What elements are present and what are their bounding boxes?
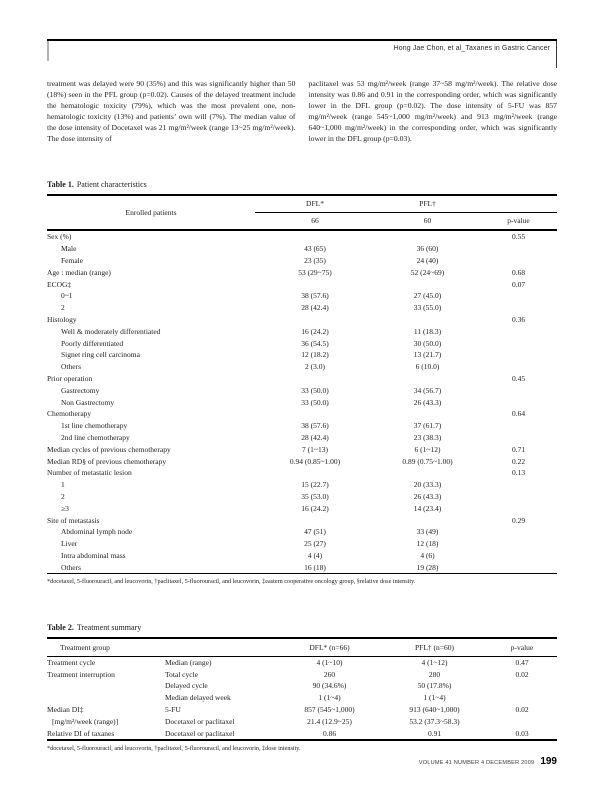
table1-title xyxy=(47,180,147,189)
pfl-value: 33 (55.0) xyxy=(413,303,442,313)
row-label: Male xyxy=(61,244,77,254)
table2-title-label: Table 2. xyxy=(47,623,74,632)
table1-header-pfl: PFL† xyxy=(375,196,480,213)
table2-title xyxy=(47,623,141,632)
p-value: 0.36 xyxy=(511,314,526,324)
table-row xyxy=(47,692,557,704)
dfl-value: 38 (57.6) xyxy=(301,421,329,431)
row-sub-label: Median delayed week xyxy=(165,693,231,703)
row-group-label: Treatment cycle xyxy=(47,657,96,667)
p-value: 0.45 xyxy=(511,373,526,383)
table-row xyxy=(47,561,557,573)
p-value: 0.29 xyxy=(511,515,526,525)
pfl-value: 6 (10.0) xyxy=(415,362,440,372)
table-row xyxy=(47,538,557,550)
row-label: Others xyxy=(61,562,81,572)
page-footer xyxy=(47,756,557,767)
table1-title-text: Patient characteristics xyxy=(76,180,147,189)
table-row xyxy=(47,479,557,491)
row-label: Age : median (range) xyxy=(47,267,111,277)
row-label: Abdominal lymph node xyxy=(61,527,133,537)
pfl-value: 6 (1~12) xyxy=(414,444,441,454)
header-rule xyxy=(47,39,557,41)
dfl-value: 36 (54.5) xyxy=(301,338,329,348)
table1 xyxy=(47,194,557,585)
table2-header-dfl: DFL* (n=66) xyxy=(309,642,350,652)
row-label: ECOG‡ xyxy=(47,279,72,289)
pfl-value: 50 (17.8%) xyxy=(417,681,452,691)
table-row xyxy=(47,384,557,396)
row-label: 1st line chemotherapy xyxy=(61,421,128,431)
row-label: Sex (%) xyxy=(47,232,72,242)
table-row xyxy=(47,657,557,669)
dfl-value: 7 (1~13) xyxy=(302,444,328,454)
table-row xyxy=(47,349,557,361)
row-sub-label: Median (range) xyxy=(165,657,212,667)
pfl-value: 36 (60) xyxy=(416,244,439,254)
table-row xyxy=(47,337,557,349)
row-label: Others xyxy=(61,362,81,372)
table1-header-enrolled: Enrolled patients xyxy=(125,208,177,217)
table-row xyxy=(47,455,557,467)
dfl-value: 21.4 (12.9~25) xyxy=(307,716,352,726)
table-row xyxy=(47,255,557,267)
table-row xyxy=(47,491,557,503)
body-text-right-column: paclitaxel was 53 mg/m²/week (range 37~58 mg/m²/week). The relative dose intensity was 0.86 and 0.91 in the corresponding order, which was significantly lower in the DFL group (p=0.02). The dose intensity of 5-FU was 857 mg/m²/week (range 545~1,000 mg/m²/week) and 913 mg/m²/week (range 640~1,000 mg/m²/week) in the corresponding order, which was significantly lower in the DFL group (p=0.03). xyxy=(308,79,557,143)
table2-title-text: Treatment summary xyxy=(76,623,142,632)
row-label: 0~1 xyxy=(61,291,73,301)
dfl-value: 16 (24.2) xyxy=(301,503,329,513)
pfl-value: 0.89 (0.75~1.00) xyxy=(402,456,453,466)
row-label: Non Gastrectomy xyxy=(61,397,115,407)
pfl-value: 1 (1~4) xyxy=(423,693,446,703)
row-group-label: [mg/m²/week (range)] xyxy=(52,716,119,726)
row-label: Poorly differentiated xyxy=(61,338,124,348)
table-row xyxy=(47,278,557,290)
row-label: Liver xyxy=(61,539,78,549)
row-label: Median RD§ of previous chemotherapy xyxy=(47,456,167,466)
dfl-value: 28 (42.4) xyxy=(301,303,329,313)
row-label: Median cycles of previous chemotherapy xyxy=(47,444,171,454)
row-sub-label: 5-FU xyxy=(165,705,181,715)
row-label: Site of metastasis xyxy=(47,515,100,525)
dfl-value: 38 (57.6) xyxy=(301,291,329,301)
running-title: Hong Jae Chon, et al_Taxanes in Gastric Cancer xyxy=(393,45,550,52)
row-label: Gastrectomy xyxy=(61,385,100,395)
row-label: Histology xyxy=(47,314,77,324)
table-row xyxy=(47,443,557,455)
table2-header xyxy=(47,637,557,657)
dfl-value: 0.86 xyxy=(322,728,337,738)
dfl-value: 857 (545~1,000) xyxy=(304,705,355,715)
table-row xyxy=(47,266,557,278)
row-label: Prior operation xyxy=(47,373,93,383)
table1-header-pfl-n: 60 xyxy=(423,215,432,225)
dfl-value: 12 (18.2) xyxy=(301,350,329,360)
table-row xyxy=(47,715,557,727)
p-value: 0.68 xyxy=(511,267,526,277)
pfl-value: 4 (6) xyxy=(420,550,435,560)
table-row xyxy=(47,432,557,444)
table-row xyxy=(47,302,557,314)
table-row xyxy=(47,526,557,538)
dfl-value: 260 xyxy=(323,669,336,679)
pfl-value: 280 xyxy=(428,669,441,679)
dfl-value: 28 (42.4) xyxy=(301,432,329,442)
pfl-value: 30 (50.0) xyxy=(413,338,442,348)
pfl-value: 26 (43.3) xyxy=(413,491,442,501)
table1-header-spacer xyxy=(480,196,557,213)
dfl-value: 2 (3.0) xyxy=(305,362,325,372)
p-value: 0.22 xyxy=(511,456,526,466)
pfl-value: 27 (45.0) xyxy=(413,291,442,301)
table1-header xyxy=(47,194,557,231)
row-label: ≥3 xyxy=(61,503,69,513)
table1-header-pvalue: p-value xyxy=(507,215,530,225)
dfl-value: 47 (51) xyxy=(304,527,326,537)
table1-header-dfl-n: 66 xyxy=(311,215,319,225)
pfl-value: 37 (61.7) xyxy=(413,421,442,431)
dfl-value: 16 (24.2) xyxy=(301,326,329,336)
row-label: 2 xyxy=(61,491,65,501)
table2-footnote: *docetaxel, 5-fluorouracil, and leucovorin, †paclitaxel, 5-fluorouracil, and leucovorin, ‡dose intensity. xyxy=(47,745,301,753)
table-row xyxy=(47,325,557,337)
table-row xyxy=(47,361,557,373)
pfl-value: 11 (18.3) xyxy=(413,326,442,336)
p-value: 0.13 xyxy=(511,468,526,478)
table-row xyxy=(47,727,557,739)
pfl-value: 4 (1~12) xyxy=(421,657,448,667)
row-label: 2 xyxy=(61,303,65,313)
body-text-left-column: treatment was delayed were 90 (35%) and this was significantly higher than 50 (18%) seen in the PFL group (p=0.02). Causes of the delayed treatment include the hematologic toxicity (79%), which was the most prevalent one, non-hematologic toxicity (13%) and patients’ own will (7%). The median value of the dose intensity of Docetaxel was 21 mg/m²/week (range 13~25 mg/m²/week). The dose intensity of xyxy=(47,79,296,143)
p-value: 0.64 xyxy=(511,409,526,419)
dfl-value: 23 (35) xyxy=(304,255,326,265)
pfl-value: 0.91 xyxy=(427,728,442,738)
p-value: 0.47 xyxy=(515,657,529,667)
dfl-value: 43 (65) xyxy=(304,244,326,254)
table-row xyxy=(47,668,557,680)
row-sub-label: Docetaxel or paclitaxel xyxy=(165,716,235,726)
dfl-value: 33 (50.0) xyxy=(301,397,329,407)
pfl-value: 33 (49) xyxy=(416,527,439,537)
dfl-value: 1 (1~4) xyxy=(318,693,341,703)
row-label: Intra abdominal mass xyxy=(61,550,126,560)
row-sub-label: Total cycle xyxy=(165,669,198,679)
table-row xyxy=(47,514,557,526)
table-row xyxy=(47,704,557,716)
dfl-value: 4 (1~10) xyxy=(316,657,343,667)
table-row xyxy=(47,243,557,255)
table-row xyxy=(47,502,557,514)
dfl-value: 15 (22.7) xyxy=(301,480,329,490)
row-label: 2nd line chemotherapy xyxy=(61,432,130,442)
row-label: Female xyxy=(61,255,84,265)
row-label: Number of metastatic lesion xyxy=(47,468,132,478)
dfl-value: 16 (18) xyxy=(304,562,326,572)
p-value: 0.02 xyxy=(515,705,529,715)
table-row xyxy=(47,231,557,243)
row-group-label: Relative DI of taxanes xyxy=(47,728,115,738)
pfl-value: 19 (28) xyxy=(416,562,439,572)
table2-header-pvalue: p-value xyxy=(510,642,534,652)
p-value: 0.55 xyxy=(511,232,526,242)
row-label: 1 xyxy=(61,480,65,490)
table2-header-pfl: PFL† (n=60) xyxy=(414,642,455,652)
pfl-value: 13 (21.7) xyxy=(413,350,442,360)
table2 xyxy=(47,637,557,752)
dfl-value: 53 (29~75) xyxy=(298,267,332,277)
table-row xyxy=(47,420,557,432)
p-value: 0.03 xyxy=(515,728,529,738)
pfl-value: 26 (43.3) xyxy=(413,397,442,407)
pfl-value: 913 (640~1,000) xyxy=(409,705,460,715)
row-sub-label: Delayed cycle xyxy=(165,681,208,691)
pfl-value: 52 (24~69) xyxy=(410,267,445,277)
footer-page-number: 199 xyxy=(540,756,557,767)
row-group-label: Median DI‡ xyxy=(47,705,84,715)
pfl-value: 34 (56.7) xyxy=(413,385,442,395)
table-row xyxy=(47,550,557,562)
p-value: 0.02 xyxy=(515,669,529,679)
dfl-value: 33 (50.0) xyxy=(301,385,329,395)
table-row xyxy=(47,396,557,408)
footer-journal-info: VOLUME 41 NUMBER 4 DECEMBER 2009 xyxy=(418,760,535,766)
table-row xyxy=(47,314,557,326)
dfl-value: 25 (27) xyxy=(304,539,326,549)
table2-header-group: Treatment group xyxy=(60,642,110,652)
p-value: 0.71 xyxy=(511,444,526,454)
table1-body xyxy=(47,231,557,574)
row-label: Signet ring cell carcinoma xyxy=(61,350,140,360)
dfl-value: 90 (34.6%) xyxy=(312,681,347,691)
row-label: Well & moderately differentiated xyxy=(61,326,161,336)
body-text xyxy=(47,79,557,144)
pfl-value: 12 (18) xyxy=(416,539,439,549)
row-label: Chemotherapy xyxy=(47,409,92,419)
pfl-value: 24 (40) xyxy=(416,255,439,265)
table-row xyxy=(47,373,557,385)
dfl-value: 4 (4) xyxy=(307,550,323,560)
p-value: 0.07 xyxy=(511,279,526,289)
pfl-value: 14 (23.4) xyxy=(413,503,442,513)
table1-title-label: Table 1. xyxy=(47,180,74,189)
pfl-value: 23 (38.3) xyxy=(413,432,442,442)
table-row xyxy=(47,680,557,692)
table-row xyxy=(47,290,557,302)
row-sub-label: Docetaxel or paclitaxel xyxy=(165,728,235,738)
dfl-value: 35 (53.0) xyxy=(301,491,329,501)
table2-body xyxy=(47,657,557,742)
dfl-value: 0.94 (0.85~1.00) xyxy=(289,456,341,466)
header-right-tick xyxy=(556,41,558,68)
table-row xyxy=(47,467,557,479)
table1-footnote: *docetaxel, 5-fluorouracil, and leucovorin, †paclitaxel, 5-fluorouracil, and leucovorin, ‡eastern cooperative oncology group, §relative dose intensity. xyxy=(47,578,416,586)
table-row xyxy=(47,408,557,420)
row-group-label: Treatment interruption xyxy=(47,669,115,679)
table1-header-dfl: DFL* xyxy=(255,196,375,213)
pfl-value: 53.2 (37.3~58.3) xyxy=(409,716,460,726)
pfl-value: 20 (33.3) xyxy=(413,480,442,490)
